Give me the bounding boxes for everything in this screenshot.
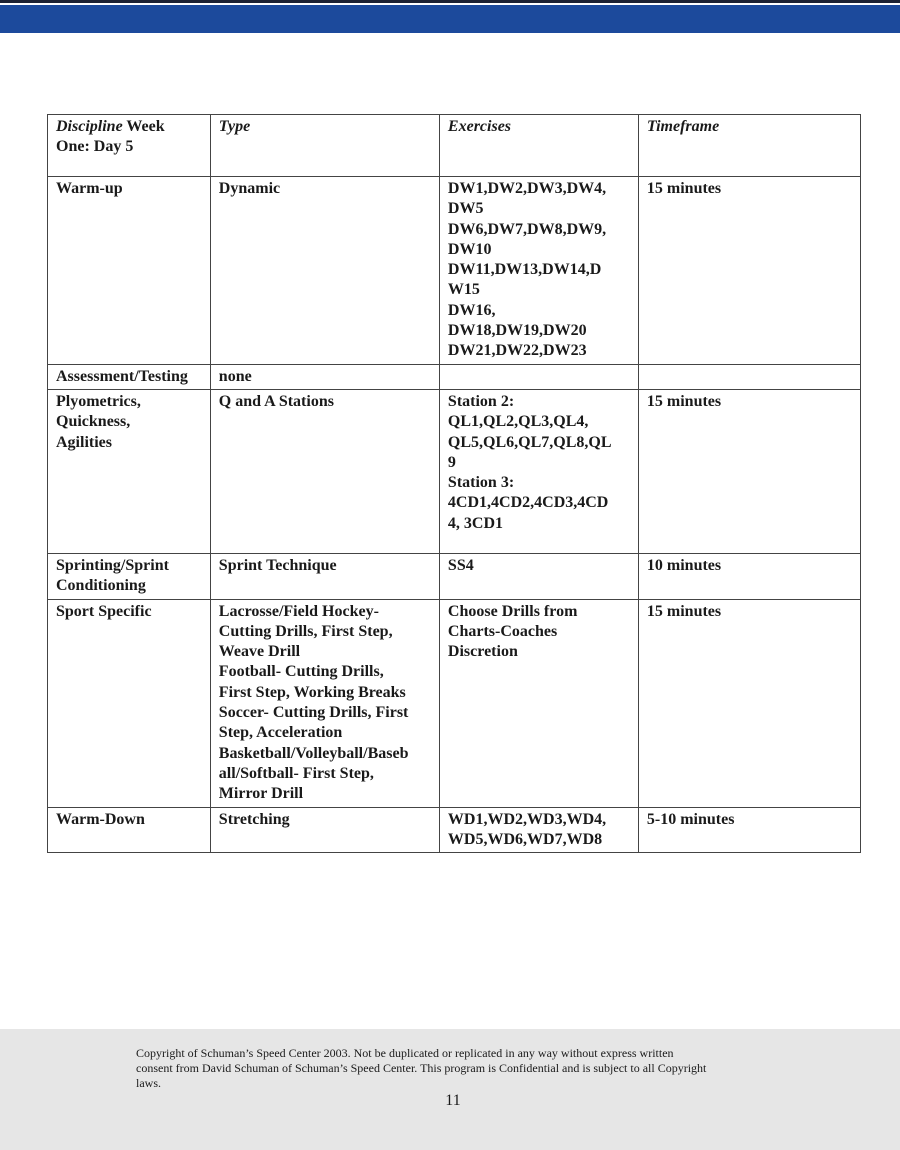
header-blue-band [0,5,900,33]
row-timeframe: 15 minutes [638,599,860,807]
row-category: Warm-up [48,177,211,365]
training-plan-table [47,114,861,853]
table-row [48,553,861,599]
page-number: 11 [445,1092,461,1109]
row-timeframe: 15 minutes [638,389,860,553]
row-exercises: Station 2: QL1,QL2,QL3,QL4, QL5,QL6,QL7,QL8,QL 9 Station 3: 4CD1,4CD2,4CD3,4CD 4, 3CD1 [439,389,638,553]
row-type: Stretching [210,807,439,853]
row-timeframe: 15 minutes [638,177,860,365]
row-type: Q and A Stations [210,389,439,553]
row-type: Lacrosse/Field Hockey- Cutting Drills, First Step, Weave Drill Football- Cutting Drills, First Step, Working Breaks Soccer- Cutting Drills, First Step, Acceleration Basketball/Volleyball/Baseb all/Softball- First Step, Mirror Drill [210,599,439,807]
table-row [48,177,861,365]
row-exercises: DW1,DW2,DW3,DW4, DW5 DW6,DW7,DW8,DW9, DW10 DW11,DW13,DW14,D W15 DW16, DW18,DW19,DW20 DW21,DW22,DW23 [439,177,638,365]
row-timeframe: 5-10 minutes [638,807,860,853]
row-category: Sprinting/Sprint Conditioning [48,553,211,599]
row-type: none [210,364,439,389]
row-type: Dynamic [210,177,439,365]
row-exercises: SS4 [439,553,638,599]
copyright-notice: Copyright of Schuman’s Speed Center 2003. Not be duplicated or replicated in any way without express written consent from David Schuman of Schuman’s Speed Center. This program is Confidential and is subject to all Copyright laws. [136,1046,707,1090]
table-row [48,389,861,553]
row-exercises [439,364,638,389]
row-type: Sprint Technique [210,553,439,599]
row-category: Warm-Down [48,807,211,853]
table-row [48,364,861,389]
page-footer [0,1029,900,1150]
row-category: Sport Specific [48,599,211,807]
row-exercises: WD1,WD2,WD3,WD4, WD5,WD6,WD7,WD8 [439,807,638,853]
header-discipline: Discipline Week One: Day 5 [48,115,211,177]
table-row [48,599,861,807]
header-timeframe: Timeframe [638,115,860,177]
row-timeframe [638,364,860,389]
table-row [48,807,861,853]
header-exercises: Exercises [439,115,638,177]
header-type: Type [210,115,439,177]
row-timeframe: 10 minutes [638,553,860,599]
row-category: Assessment/Testing [48,364,211,389]
row-exercises: Choose Drills from Charts-Coaches Discretion [439,599,638,807]
table-header-row [48,115,861,177]
row-category: Plyometrics, Quickness, Agilities [48,389,211,553]
